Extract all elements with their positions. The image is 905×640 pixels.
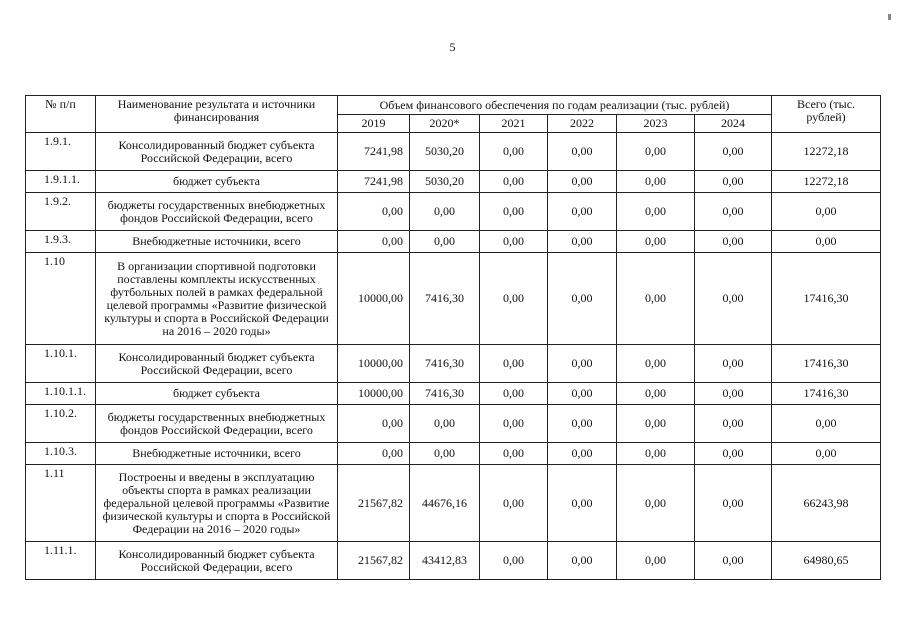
table-row <box>26 193 881 231</box>
row-value: 0,00 <box>548 443 617 465</box>
row-number: 1.9.1. <box>26 133 96 171</box>
row-value: 0,00 <box>617 443 695 465</box>
row-value: 0,00 <box>695 171 772 193</box>
row-value: 0,00 <box>548 133 617 171</box>
row-value: 0,00 <box>338 405 410 443</box>
row-value: 0,00 <box>695 443 772 465</box>
row-value: 0,00 <box>617 253 695 345</box>
row-value: 0,00 <box>695 542 772 580</box>
row-value: 7416,30 <box>410 345 480 383</box>
row-value: 0,00 <box>617 133 695 171</box>
row-value: 0,00 <box>548 171 617 193</box>
row-total: 12272,18 <box>772 171 881 193</box>
table-row <box>26 383 881 405</box>
row-value: 10000,00 <box>338 345 410 383</box>
row-value: 0,00 <box>410 443 480 465</box>
row-value: 21567,82 <box>338 465 410 542</box>
row-value: 0,00 <box>548 231 617 253</box>
row-value: 5030,20 <box>410 133 480 171</box>
row-value: 0,00 <box>548 253 617 345</box>
table-row <box>26 345 881 383</box>
row-total: 0,00 <box>772 193 881 231</box>
row-value: 0,00 <box>617 231 695 253</box>
row-value: 0,00 <box>548 405 617 443</box>
row-total: 66243,98 <box>772 465 881 542</box>
row-name: бюджеты государственных внебюджетных фондов Российской Федерации, всего <box>96 405 338 443</box>
row-value: 0,00 <box>480 193 548 231</box>
header-num: № п/п <box>26 96 96 133</box>
row-value: 43412,83 <box>410 542 480 580</box>
row-number: 1.9.3. <box>26 231 96 253</box>
row-total: 17416,30 <box>772 345 881 383</box>
row-value: 0,00 <box>548 542 617 580</box>
row-number: 1.10 <box>26 253 96 345</box>
row-name: Консолидированный бюджет субъекта Российской Федерации, всего <box>96 542 338 580</box>
row-value: 0,00 <box>617 405 695 443</box>
header-funding: Объем финансового обеспечения по годам реализации (тыс. рублей) <box>338 96 772 115</box>
row-value: 10000,00 <box>338 253 410 345</box>
row-value: 21567,82 <box>338 542 410 580</box>
row-number: 1.10.3. <box>26 443 96 465</box>
table-row <box>26 443 881 465</box>
row-value: 44676,16 <box>410 465 480 542</box>
table-row <box>26 133 881 171</box>
table-body <box>26 133 881 580</box>
row-value: 0,00 <box>617 345 695 383</box>
row-name: Внебюджетные источники, всего <box>96 443 338 465</box>
row-value: 0,00 <box>617 171 695 193</box>
row-total: 17416,30 <box>772 253 881 345</box>
header-year: 2024 <box>695 115 772 133</box>
row-value: 0,00 <box>410 231 480 253</box>
financing-table <box>25 95 881 580</box>
row-value: 7241,98 <box>338 133 410 171</box>
row-value: 10000,00 <box>338 383 410 405</box>
row-number: 1.10.1. <box>26 345 96 383</box>
row-number: 1.9.2. <box>26 193 96 231</box>
row-value: 0,00 <box>480 542 548 580</box>
row-name: бюджет субъекта <box>96 171 338 193</box>
header-total: Всего (тыс. рублей) <box>772 96 881 133</box>
row-value: 0,00 <box>695 231 772 253</box>
row-value: 0,00 <box>548 383 617 405</box>
header-year: 2021 <box>480 115 548 133</box>
row-value: 7416,30 <box>410 383 480 405</box>
row-value: 0,00 <box>695 253 772 345</box>
row-value: 0,00 <box>548 465 617 542</box>
row-value: 0,00 <box>480 465 548 542</box>
row-value: 0,00 <box>480 171 548 193</box>
table-row <box>26 253 881 345</box>
row-total: 0,00 <box>772 405 881 443</box>
row-value: 0,00 <box>480 345 548 383</box>
scan-mark <box>888 14 891 20</box>
row-number: 1.11.1. <box>26 542 96 580</box>
row-value: 0,00 <box>338 193 410 231</box>
row-value: 0,00 <box>695 193 772 231</box>
row-value: 0,00 <box>480 443 548 465</box>
row-value: 0,00 <box>410 405 480 443</box>
row-value: 7416,30 <box>410 253 480 345</box>
table-row <box>26 171 881 193</box>
row-total: 64980,65 <box>772 542 881 580</box>
row-value: 0,00 <box>695 383 772 405</box>
row-value: 0,00 <box>338 443 410 465</box>
row-value: 5030,20 <box>410 171 480 193</box>
header-name: Наименование результата и источники финансирования <box>96 96 338 133</box>
header-year: 2020* <box>410 115 480 133</box>
row-value: 0,00 <box>617 542 695 580</box>
row-value: 0,00 <box>695 345 772 383</box>
row-value: 0,00 <box>480 383 548 405</box>
table-header <box>26 96 881 133</box>
row-value: 0,00 <box>548 193 617 231</box>
row-name: Консолидированный бюджет субъекта Российской Федерации, всего <box>96 133 338 171</box>
row-name: Построены и введены в эксплуатацию объекты спорта в рамках реализации федеральной целевой программы «Развитие физической культуры и спорта в Российской Федерации на 2016 – 2020 годы» <box>96 465 338 542</box>
row-total: 0,00 <box>772 231 881 253</box>
page-number: 5 <box>449 40 456 54</box>
header-year: 2019 <box>338 115 410 133</box>
row-value: 0,00 <box>480 133 548 171</box>
table-row <box>26 542 881 580</box>
row-value: 0,00 <box>695 405 772 443</box>
row-name: В организации спортивной подготовки поставлены комплекты искусственных футбольных полей в рамках федеральной целевой программы «Развитие физической культуры и спорта в Российской Федерации на 2016 – 2020 годы» <box>96 253 338 345</box>
row-total: 0,00 <box>772 443 881 465</box>
row-value: 0,00 <box>548 345 617 383</box>
row-value: 0,00 <box>695 465 772 542</box>
row-value: 0,00 <box>695 133 772 171</box>
row-name: бюджеты государственных внебюджетных фондов Российской Федерации, всего <box>96 193 338 231</box>
row-number: 1.9.1.1. <box>26 171 96 193</box>
row-value: 7241,98 <box>338 171 410 193</box>
row-name: Внебюджетные источники, всего <box>96 231 338 253</box>
row-value: 0,00 <box>480 231 548 253</box>
header-year: 2023 <box>617 115 695 133</box>
table-row <box>26 405 881 443</box>
row-value: 0,00 <box>480 253 548 345</box>
row-value: 0,00 <box>617 193 695 231</box>
row-number: 1.10.1.1. <box>26 383 96 405</box>
row-value: 0,00 <box>338 231 410 253</box>
table-row <box>26 465 881 542</box>
row-total: 12272,18 <box>772 133 881 171</box>
row-total: 17416,30 <box>772 383 881 405</box>
row-name: Консолидированный бюджет субъекта Российской Федерации, всего <box>96 345 338 383</box>
row-value: 0,00 <box>617 465 695 542</box>
header-year: 2022 <box>548 115 617 133</box>
row-number: 1.10.2. <box>26 405 96 443</box>
row-name: бюджет субъекта <box>96 383 338 405</box>
table-row <box>26 231 881 253</box>
row-value: 0,00 <box>617 383 695 405</box>
row-number: 1.11 <box>26 465 96 542</box>
row-value: 0,00 <box>480 405 548 443</box>
row-value: 0,00 <box>410 193 480 231</box>
